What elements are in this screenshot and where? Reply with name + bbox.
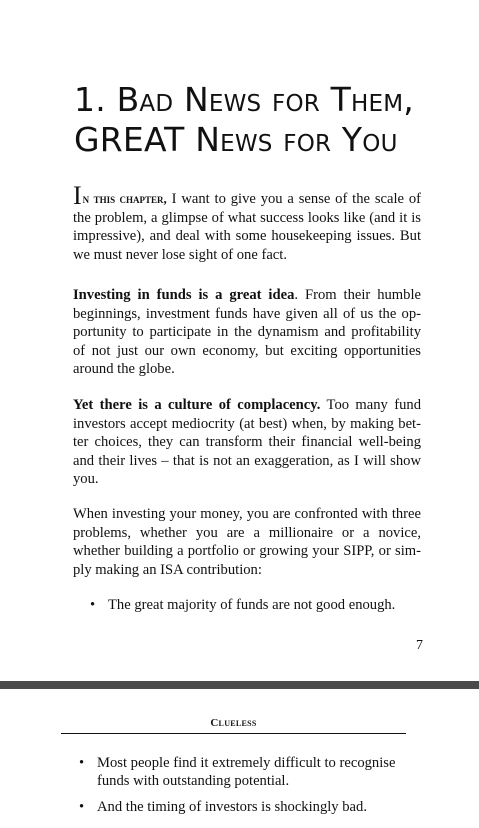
- chapter-title-word: for: [283, 120, 332, 159]
- intro-text: I want to give you a sense of the scale of the problem, a glimpse of what success looks like (and it is impressive), and deal with some housekeeping issues. But we must never lose sight of one fact.: [73, 191, 421, 263]
- chapter-title-word: Them,: [330, 80, 414, 119]
- intro-lead: n this chapter,: [82, 191, 167, 206]
- chapter-title-word: Bad: [116, 80, 174, 119]
- intro-paragraph: [73, 181, 421, 264]
- chapter-title: [74, 80, 474, 160]
- list-item-text: The great majority of funds are not good enough.: [108, 597, 396, 613]
- problems-list-page-7: [90, 596, 430, 615]
- list-item: [79, 754, 419, 790]
- running-header: Clueless: [210, 717, 257, 729]
- chapter-title-word: for: [272, 80, 320, 119]
- funds-paragraph: [73, 286, 421, 379]
- problems-list-page-8: [79, 754, 419, 824]
- investing-paragraph: [73, 505, 421, 579]
- culture-lead: Yet there is a culture of complacency.: [73, 397, 321, 413]
- list-item-text: And the timing of investors is shockingly bad.: [97, 799, 367, 815]
- culture-text: Too many fund investors accept mediocrity (at best) when, by making better choices, they can transform their financial well-being and their lives – that is not an exaggeration, as I will show you.: [73, 397, 422, 487]
- chapter-title-word: News: [183, 80, 262, 119]
- bullet-icon: •: [79, 755, 85, 771]
- chapter-number: 1.: [74, 80, 106, 119]
- chapter-title-word: GREAT: [74, 120, 185, 159]
- page-divider: [0, 681, 479, 689]
- list-item: [90, 596, 430, 615]
- funds-lead: Investing in funds is a great idea: [73, 287, 295, 303]
- bullet-icon: •: [79, 799, 85, 815]
- bullet-icon: •: [90, 597, 96, 613]
- chapter-title-word: News: [195, 120, 273, 159]
- header-rule: [61, 733, 406, 734]
- culture-paragraph: [73, 396, 421, 489]
- page-number: 7: [416, 638, 423, 653]
- funds-text: . From their humble beginnings, investment funds have given all of us the opportunity to participate in the dynamism and profitability of not just our own economy, but exciting opportunities around the globe.: [73, 287, 421, 377]
- drop-cap: I: [73, 181, 82, 210]
- book-page-8: [0, 689, 479, 828]
- list-item-text: Most people find it extremely difficult to recognise funds with outstanding potential.: [97, 755, 396, 789]
- list-item: [79, 798, 419, 816]
- investing-text: When investing your money, you are confronted with three problems, whether you are a millionaire or a novice, whether building a portfolio or growing your SIPP, or simply making an ISA contribution:: [73, 506, 421, 578]
- chapter-title-word: You: [341, 120, 398, 159]
